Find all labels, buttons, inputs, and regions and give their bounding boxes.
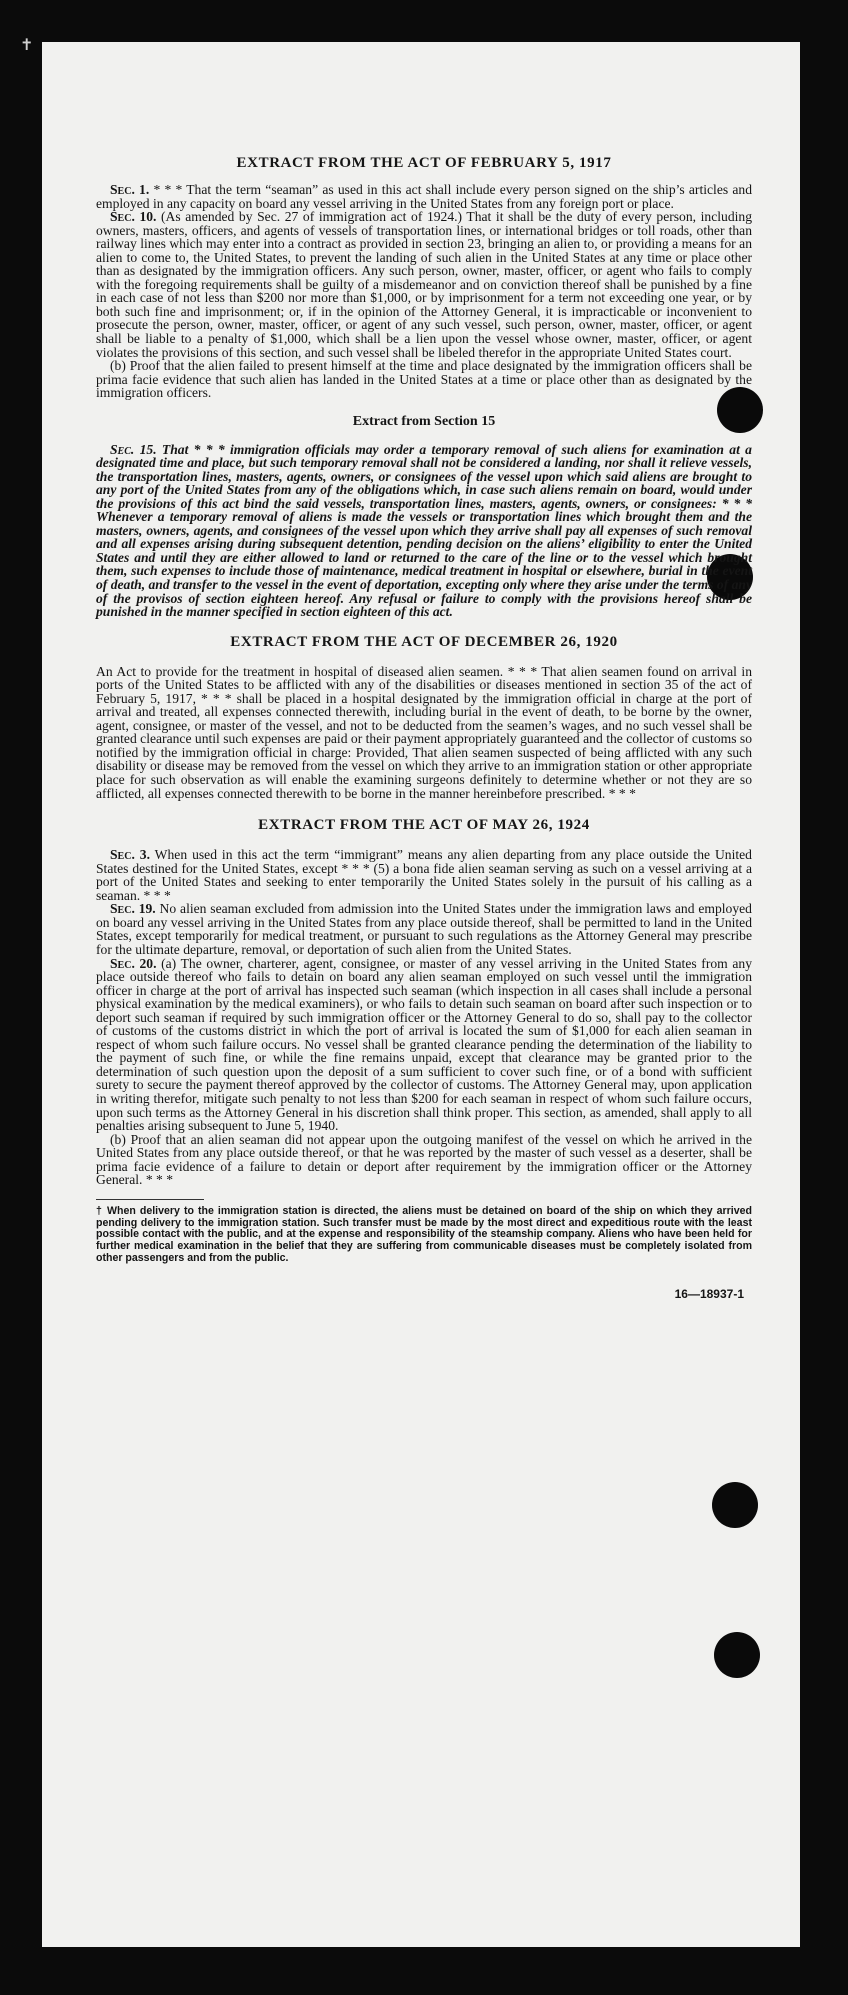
- section-lead: Sec. 10.: [110, 209, 157, 225]
- form-number: 16—18937-1: [674, 1286, 744, 1301]
- section-lead: Sec. 20.: [110, 955, 157, 971]
- paragraph-text: When used in this act the term “immigrant” means any alien departing from any place outside the United States destined for the United States, except * * * (5) a bona fide alien seaman serving as such on a vessel arriving at a port of the United States and seeking to enter temporarily the United States solely in the pursuit of his calling as a seaman. * * *: [96, 847, 752, 903]
- paragraph-sec-15: [96, 443, 752, 619]
- paragraph-text: (As amended by Sec. 27 of immigration act of 1924.) That it shall be the duty of every person, including owners, masters, officers, and agents of vessels of transportation lines, or international bridges or toll roads, other than railway lines which may enter into a contract as provided in section 23, bringing an alien to, or providing a means for an alien to come to, the United States, to prevent the landing of such alien in the United States at any time or place other than as designated by the immigration officers. Any such person, owner, master, officer, or agent who fails to comply with the foregoing requirements shall be guilty of a misdemeanor and on conviction thereof shall be punished by a fine in each case of not less than $200 nor more than $1,000, or by imprisonment for a term not exceeding one year, or by both such fine and imprisonment; or, if in the opinion of the Attorney General, it is impracticable or inconvenient to prosecute the person, owner, master, officer, or agent of any such vessel, such person, owner, master, officer, or agent shall be liable to a penalty of $1,000, which shall be a lien upon the vessel whose owner, master, officer, or agent violates the provisions of this section, and such vessel shall be libeled therefor in the appropriate United States court.: [96, 209, 752, 360]
- paragraph-sec-20-b: [96, 1133, 752, 1187]
- paragraph-sec-3: [96, 848, 752, 902]
- paragraph-text: An Act to provide for the treatment in hospital of diseased alien seamen. * * * That alien seamen found on arrival in ports of the United States to be afflicted with any of the disabilities or diseases mentioned in section 35 of the act of February 5, 1917, * * * shall be placed in a hospital designated by the immigration official in charge at the port of arrival and treated, all expenses connected therewith, including burial in the event of death, to be borne by the owner, agent, consignee, or master of the vessel, and not to be deducted from the seamen’s wages, and no such vessel shall be granted clearance until such expenses are paid or their payment appropriately guaranteed and the collector of customs so notified by the immigration official in charge: Provided, That alien seamen suspected of being afflicted with any such disability or disease may be removed from the vessel on which they arrive to an immigration station or other appropriate place for such observation as will enable the examining surgeons definitely to determine whether or not they are so afflicted, all expenses connected therewith to be borne in the manner hereinbefore prescribed. * * *: [96, 663, 752, 801]
- section-lead: (b): [110, 358, 126, 374]
- subheading-section-15: Extract from Section 15: [352, 413, 496, 429]
- paragraph-sec-10-b: [96, 359, 752, 400]
- paragraph-text: No alien seaman excluded from admission into the United States under the immigration laws and employed on board any vessel arriving in the United States from any place outside thereof, shall be permitted to land in the United States, except temporarily for medical treatment, or pursuant to such regulations as the Attorney General may prescribe for the ultimate departure, removal, or deportation of such alien from the United States.: [96, 901, 752, 957]
- section-lead: Sec. 3.: [110, 847, 150, 863]
- paragraph-sec-10: [96, 210, 752, 359]
- paragraph-act-1920: [96, 665, 752, 800]
- footnote: † When delivery to the immigration station is directed, the aliens must be detained on board of the ship on which they arrived pending delivery to the immigration station. Such transfer must be made by the most direct and expeditious route with the least possible contact with the public, and at the expense and responsibility of the steamship company. Aliens who have been held for further medical examination in the belief that they are suffering from communicable diseases must be completely isolated from other passengers and from the public.: [96, 1204, 752, 1264]
- section-lead: (b): [110, 1131, 126, 1147]
- section-lead: Sec. 1.: [110, 182, 150, 197]
- paragraph-text: Proof that an alien seaman did not appear upon the outgoing manifest of the vessel on which he arrived in the United States from any place outside thereof, or that he was reported by the master of such vessel as a deserter, shall be prima facie evidence of a failure to detain or deport after requirement by the immigration officer or the Attorney General. * * *: [96, 1131, 752, 1188]
- punch-hole-3: [712, 1482, 758, 1528]
- section-lead: Sec. 15.: [110, 441, 157, 457]
- paragraph-sec-1: [96, 183, 752, 210]
- heading-act-1920: EXTRACT FROM THE ACT OF DECEMBER 26, 1920: [230, 633, 618, 650]
- heading-act-1917: EXTRACT FROM THE ACT OF FEBRUARY 5, 1917: [236, 155, 612, 171]
- paragraph-sec-20-a: [96, 957, 752, 1133]
- paragraph-text: Proof that the alien failed to present himself at the time and place designated by the immigration officers shall be prima facie evidence that such alien has landed in the United States at a time or place other than as designated by the immigration officers.: [96, 358, 752, 401]
- document-page: [42, 42, 800, 1947]
- punch-hole-4: [714, 1632, 760, 1678]
- paragraph-text: * * * That the term “seaman” as used in this act shall include every person signed on the ship’s articles and employed in any capacity on board any vessel arriving in the United States from any foreign port or place.: [96, 182, 752, 211]
- corner-mark: ✝: [20, 37, 34, 54]
- section-lead: Sec. 19.: [110, 901, 156, 917]
- paragraph-text: (a) The owner, charterer, agent, consignee, or master of any vessel arriving in the United States from any place outside thereof who fails to detain on board any alien seaman employed on such vessel until the immigration officer in charge at the port of arrival has inspected such seaman (which inspection in all cases shall include a personal physical examination by the medical examiners), or who fails to detain such seaman on board after such inspection or to deport such seaman if required by such immigration officer or the Attorney General to do so, shall pay to the collector of customs of the customs district in which the port of arrival is located the sum of $1,000 for each alien seaman in respect of whom such failure occurs. No vessel shall be granted clearance pending the determination of the liability to the payment of such fine, or while the fine remains unpaid, except that clearance may be granted prior to the determination of such question upon the deposit of a sum sufficient to cover such fine, or of a bond with sufficient surety to secure the payment thereof approved by the collector of customs. The Attorney General may, upon application in writing therefor, mitigate such penalty to not less than $200 for each seaman in respect of whom such failure occurs, upon such terms as the Attorney General in his discretion shall think proper. This section, as amended, shall apply to all penalties arising subsequent to June 5, 1940.: [96, 955, 752, 1134]
- paragraph-text: That * * * immigration officials may order a temporary removal of such aliens for examination at a designated time and place, but such temporary removal shall not be considered a landing, nor shall it relieve vessels, the transportation lines, masters, agents, owners, or consignees of the vessel upon which said aliens are brought to any port of the United States from any of the obligations which, in case such aliens remain on board, would under the provisions of this act bind the said vessels, transportation lines, masters, agents, owners, or consignees: * * * Whenever a temporary removal of aliens is made the vessels or transportation lines which brought them and the masters, owners, agents, and consignees of the vessel upon which they arrive shall pay all expenses of such removal and all expenses arising during subsequent detention, pending decision on the aliens’ eligibility to enter the United States and until they are either allowed to land or returned to the care of the line or to the vessel which brought them, such expenses to include those of maintenance, medical treatment in hospital or elsewhere, burial in the event of death, and transfer to the vessel in the event of deportation, excepting only where they arise under the terms of any of the provisos of section eighteen hereof. Any refusal or failure to comply with the provisions hereof shall be punished in the manner specified in section eighteen of this act.: [96, 441, 752, 620]
- heading-act-1924: EXTRACT FROM THE ACT OF MAY 26, 1924: [258, 817, 590, 834]
- document-content: [96, 154, 752, 1301]
- paragraph-sec-19: [96, 902, 752, 956]
